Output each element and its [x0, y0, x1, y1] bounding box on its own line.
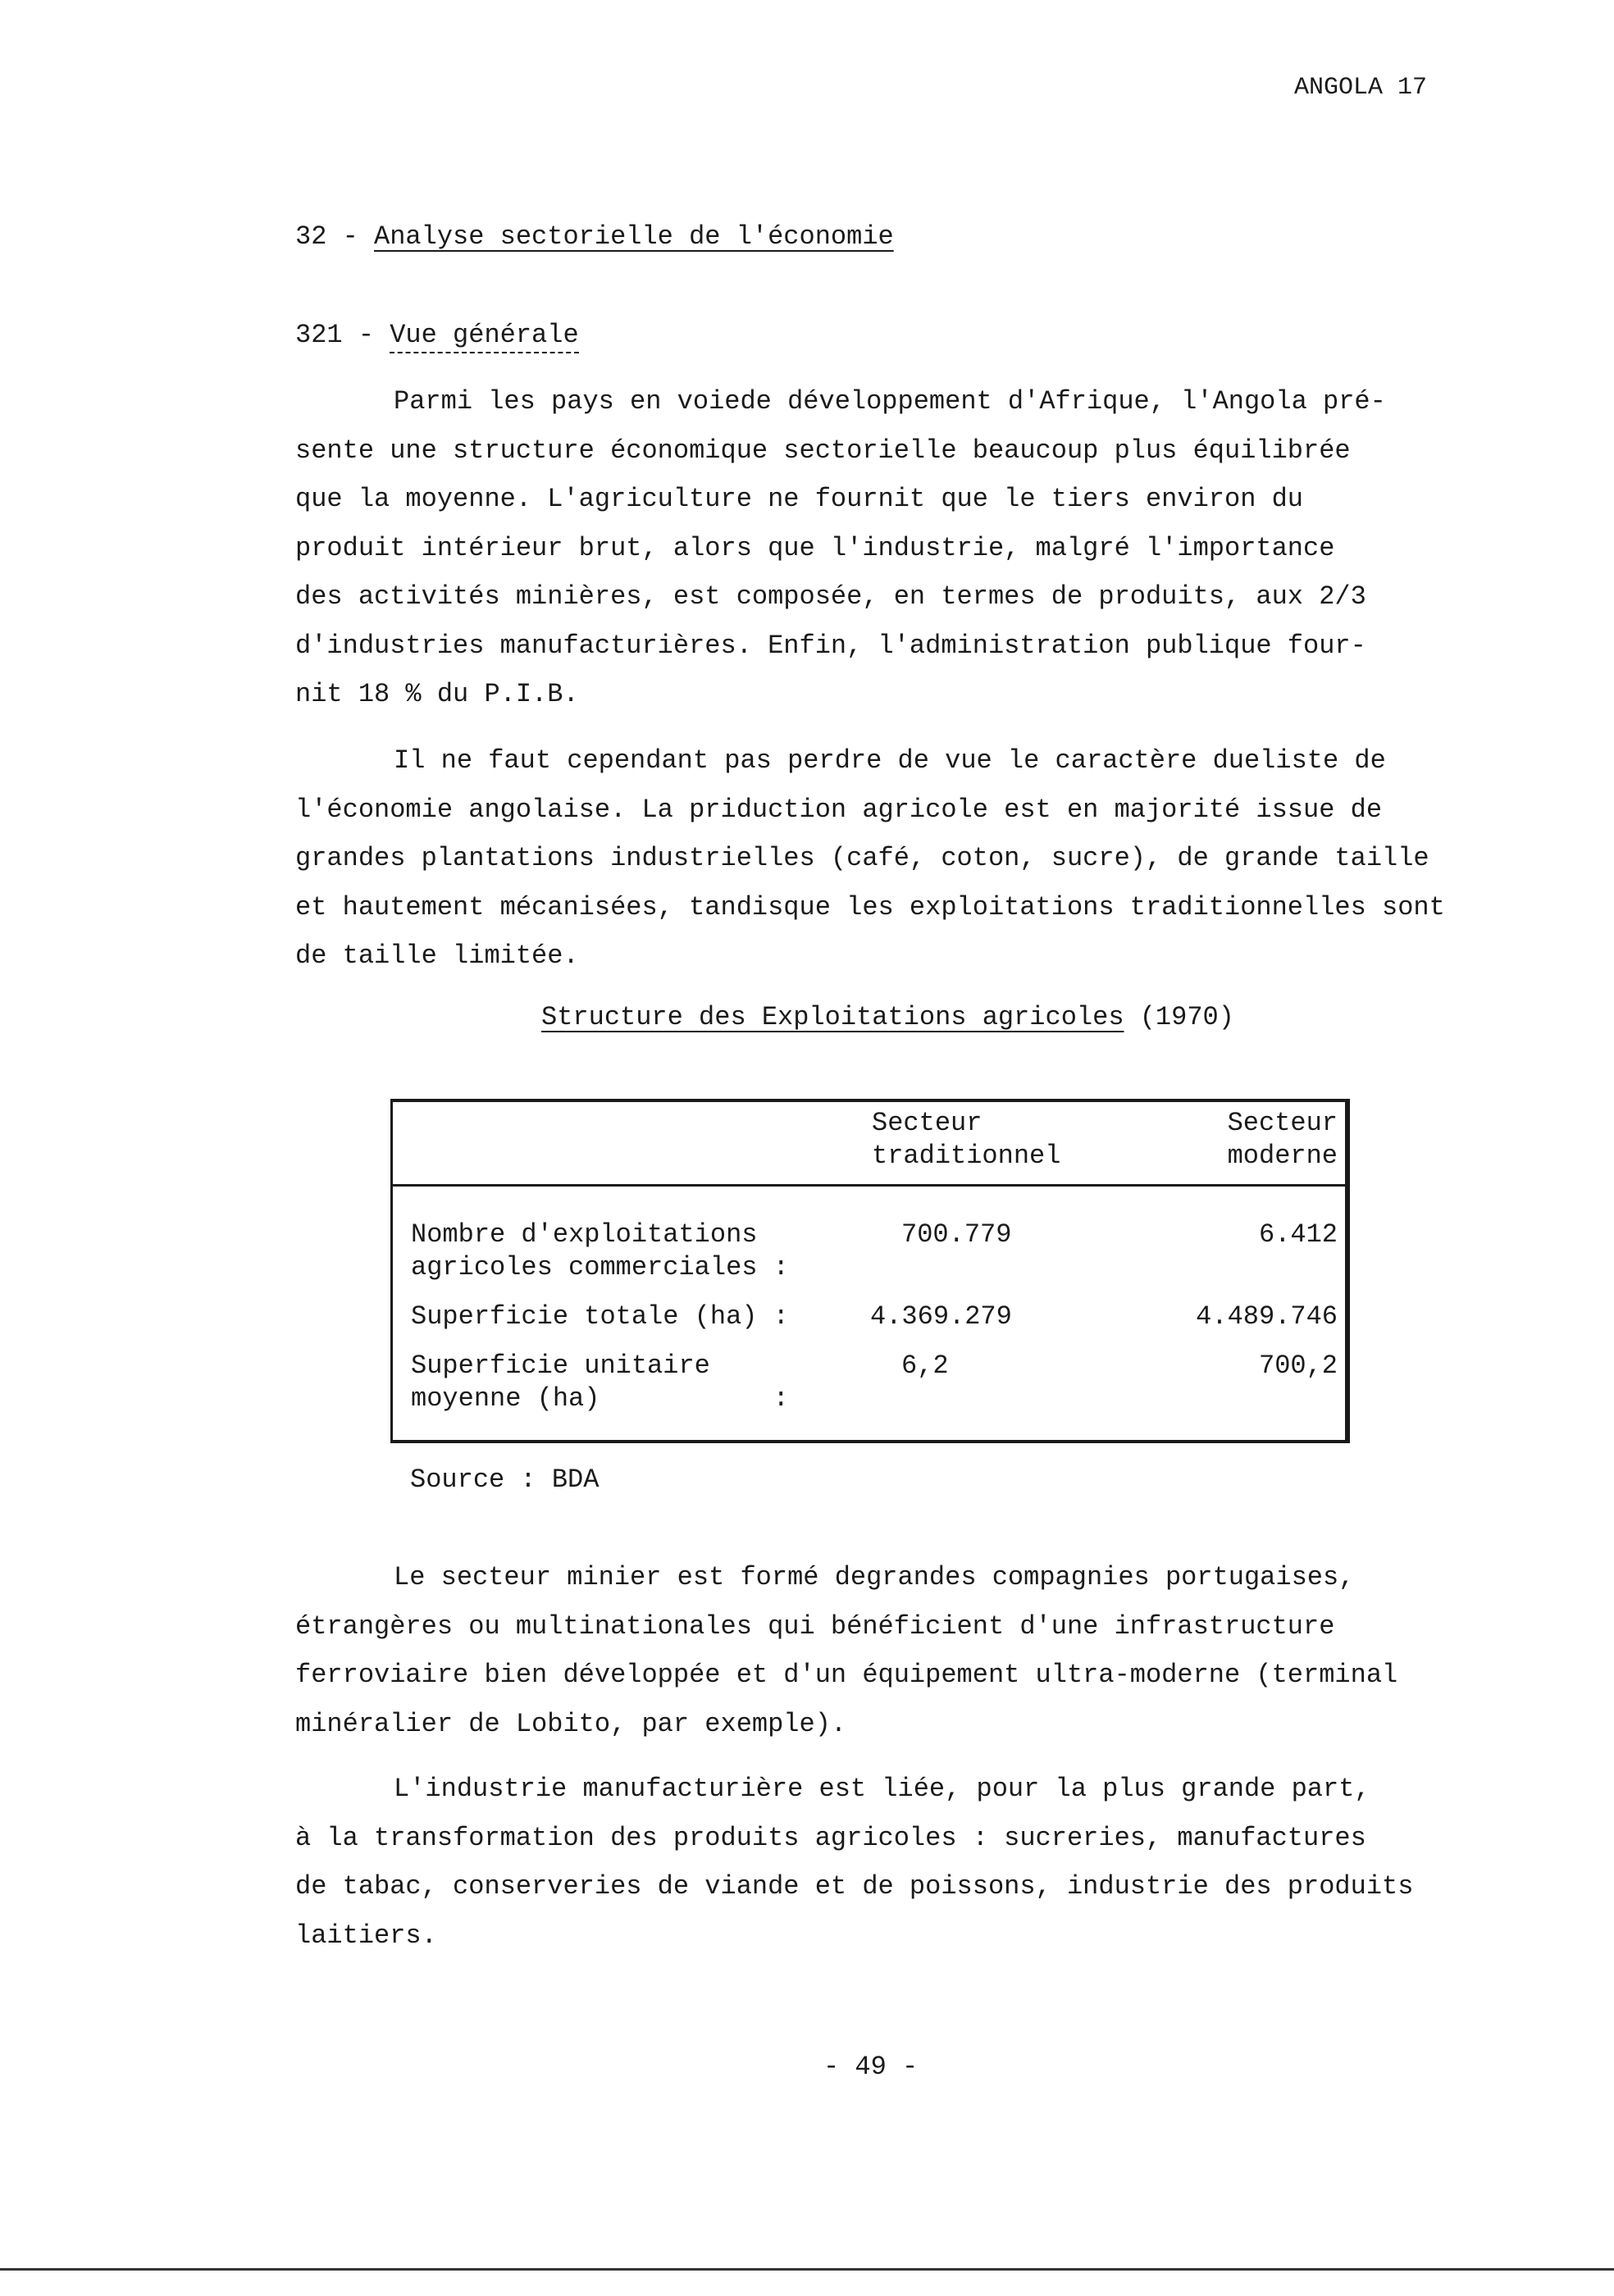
row-label-superficie-unitaire: Superficie unitaire moyenne (ha) : [411, 1351, 789, 1414]
row-label-nombre: Nombre d'exploitations agricoles commerciales : [411, 1219, 789, 1282]
section-heading [295, 221, 894, 252]
text-line: ferroviaire bien développée et d'un équipement ultra-moderne (terminal [295, 1660, 1398, 1690]
section-title: Analyse sectorielle de l'économie [374, 221, 894, 252]
column-header-moderne: Secteur moderne [1227, 1108, 1338, 1171]
text-line: de tabac, conserveries de viande et de poissons, industrie des produits [295, 1871, 1414, 1902]
row-value-moderne: 700,2 [1258, 1351, 1338, 1381]
text-line: nit 18 % du P.I.B. [295, 679, 579, 709]
section-number: 32 - [295, 221, 375, 252]
row-value-traditionnel: 6,2 [901, 1351, 949, 1381]
table-source: Source : BDA [410, 1465, 600, 1495]
text-line: l'économie angolaise. La priduction agricole est en majorité issue de [295, 794, 1383, 825]
table-caption [541, 1002, 1234, 1032]
text-line: Le secteur minier est formé degrandes compagnies portugaises, [394, 1562, 1355, 1592]
row-value-traditionnel: 4.369.279 [870, 1301, 1012, 1332]
text-line: des activités minières, est composée, en termes de produits, aux 2/3 [295, 581, 1366, 612]
row-value-traditionnel: 700.779 [901, 1219, 1012, 1250]
exploitations-table [390, 1099, 1350, 1443]
text-line: L'industrie manufacturière est liée, pour la plus grande part, [394, 1774, 1370, 1804]
text-line: Il ne faut cependant pas perdre de vue le caractère dueliste de [394, 745, 1386, 776]
paragraph-dualism [295, 736, 1525, 981]
paragraph-manufacturing [295, 1765, 1525, 1960]
running-header: ANGOLA 17 [1294, 74, 1428, 102]
text-line: minéralier de Lobito, par exemple). [295, 1708, 847, 1739]
text-line: grandes plantations industrielles (café, coton, sucre), de grande taille [295, 843, 1429, 873]
text-line: Parmi les pays en voiede développement d'Afrique, l'Angola pré- [394, 386, 1386, 417]
row-value-moderne: 4.489.746 [1196, 1301, 1338, 1332]
paragraph-mining [295, 1553, 1525, 1748]
text-line: sente une structure économique sectorielle beaucoup plus équilibrée [295, 435, 1351, 466]
subsection-number: 321 - [295, 320, 390, 350]
text-line: à la transformation des produits agricoles : sucreries, manufactures [295, 1822, 1366, 1853]
bottom-scan-edge [0, 2268, 1614, 2271]
table-caption-year: (1970) [1124, 1002, 1234, 1032]
text-line: étrangères ou multinationales qui bénéficient d'une infrastructure [295, 1610, 1335, 1642]
row-label-superficie-totale: Superficie totale (ha) : [411, 1301, 789, 1332]
row-value-moderne: 6.412 [1258, 1219, 1338, 1250]
text-line: et hautement mécanisées, tandisque les exploitations traditionnelles sont [295, 891, 1445, 922]
table-caption-title: Structure des Exploitations agricoles [541, 1002, 1124, 1032]
text-line: d'industries manufacturières. Enfin, l'administration publique four- [295, 630, 1366, 661]
text-line: laitiers. [295, 1920, 437, 1951]
table-header-divider [393, 1184, 1345, 1187]
page-number: - 49 - [823, 2052, 919, 2082]
text-line: produit intérieur brut, alors que l'industrie, malgré l'importance [295, 532, 1335, 563]
subsection-heading [295, 320, 579, 350]
column-header-traditionnel: Secteur traditionnel [872, 1108, 1061, 1171]
text-line: de taille limitée. [295, 941, 579, 971]
subsection-title: Vue générale [390, 320, 578, 353]
text-line: que la moyenne. L'agriculture ne fournit que le tiers environ du [295, 484, 1303, 514]
paragraph-overview [295, 377, 1525, 719]
